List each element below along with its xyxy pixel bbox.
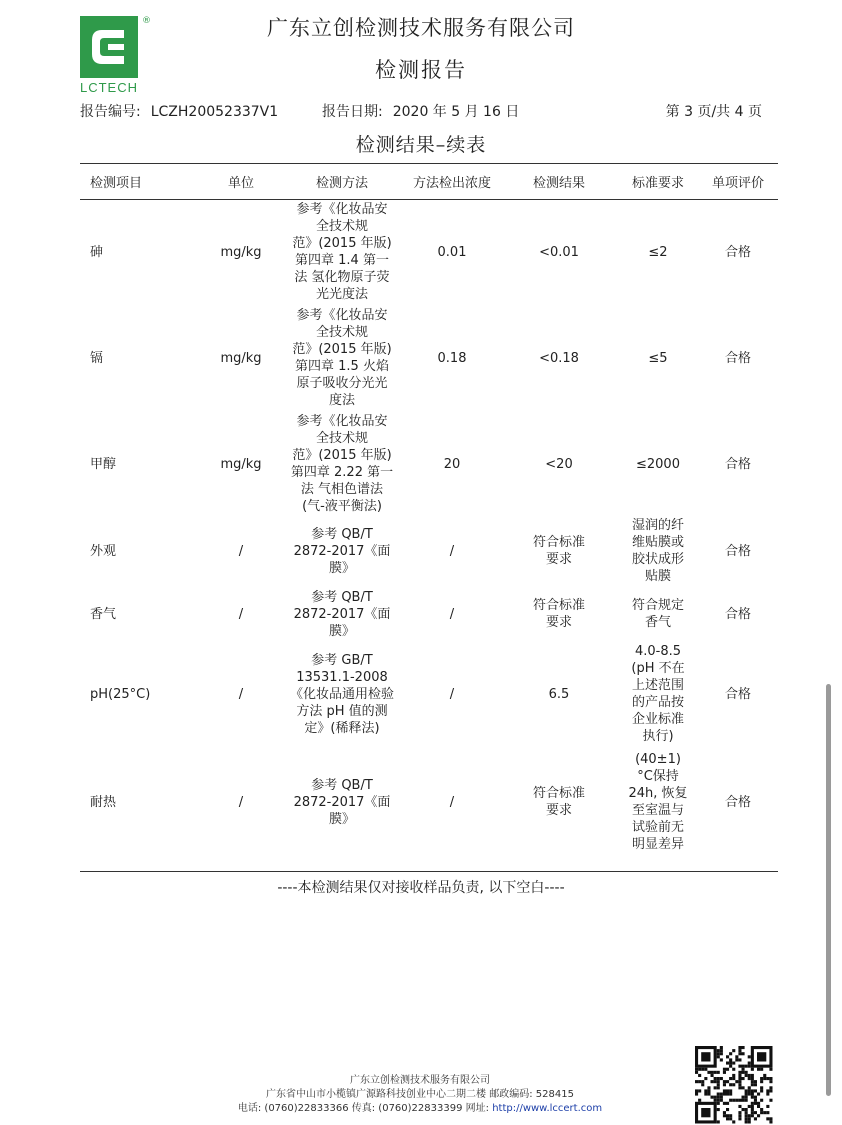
logo-text: LCTECH (80, 80, 139, 95)
cell-lod: 0.18 (437, 350, 467, 366)
cell-requirement: 符合规定 香气 (631, 598, 684, 630)
cell-item: 甲醇 (90, 456, 117, 472)
cell-method: 参考《化妆品安 全技术规 范》(2015 年版) 第四章 1.5 火焰 原子吸收分光光 度法 (292, 308, 392, 408)
cell-method: 参考 GB/T 13531.1-2008 《化妆品通用检验 方法 pH 值的测 定》(稀释法) (289, 652, 394, 736)
footer-contact (170, 1102, 670, 1116)
cell-requirement: (40±1) °C保持 24h, 恢复 至室温与 试验前无 明显差异 (628, 752, 688, 852)
cell-unit: mg/kg (220, 350, 262, 366)
table-header-row (80, 164, 778, 199)
cell-evaluation: 合格 (724, 794, 751, 810)
cell-evaluation: 合格 (724, 350, 751, 366)
cell-result: 6.5 (548, 686, 570, 702)
cell-evaluation: 合格 (724, 244, 751, 260)
page-number: 第 3 页/共 4 页 (665, 104, 762, 120)
report-date-value: 2020 年 5 月 16 日 (392, 104, 520, 120)
table-bottom-rule (80, 871, 778, 872)
cell-requirement: ≤2 (648, 244, 668, 260)
report-number (80, 101, 278, 121)
footer (170, 1074, 670, 1116)
section-title: 检测结果–续表 (355, 134, 487, 156)
report-number-value: LCZH20052337V1 (150, 104, 279, 120)
cell-method: 参考 QB/T 2872-2017《面 膜》 (293, 777, 391, 827)
cell-unit: / (238, 794, 244, 810)
end-note: ----本检测结果仅对接收样品负责, 以下空白---- (277, 880, 565, 896)
header-item: 检测项目 (90, 176, 143, 191)
header-evaluation: 单项评价 (711, 176, 764, 191)
vertical-scrollbar[interactable] (826, 684, 831, 1096)
cell-evaluation: 合格 (724, 456, 751, 472)
cell-requirement: ≤5 (648, 350, 668, 366)
cell-lod: / (449, 794, 455, 810)
cell-result: <20 (545, 456, 573, 472)
cell-method: 参考 QB/T 2872-2017《面 膜》 (293, 526, 391, 576)
report-date (322, 101, 519, 121)
cell-lod: / (449, 606, 455, 622)
report-number-label: 报告编号: (80, 104, 141, 120)
header-method: 检测方法 (315, 176, 368, 191)
cell-item: 镉 (90, 350, 104, 366)
table-row-fragrance (80, 585, 778, 643)
document-title: 检测报告 (375, 58, 467, 82)
cell-method: 参考《化妆品安 全技术规 范》(2015 年版) 第四章 1.4 第一 法 氢化物原子荧 光光度法 (292, 202, 392, 302)
table-row-arsenic (80, 199, 778, 305)
footer-website-link[interactable]: http://www.lccert.com (492, 1103, 603, 1114)
cell-result: 符合标准 要求 (532, 598, 585, 630)
cell-unit: mg/kg (220, 244, 262, 260)
cell-evaluation: 合格 (724, 543, 751, 559)
cell-lod: / (449, 543, 455, 559)
report-date-label: 报告日期: (322, 104, 383, 120)
cell-evaluation: 合格 (724, 606, 751, 622)
footer-phone-fax: 电话: (0760)22833366 传真: (0760)22833399 网址: (237, 1103, 489, 1114)
table-row-appearance (80, 517, 778, 585)
results-table (80, 164, 778, 859)
qr-code-icon (686, 1044, 782, 1125)
header-unit: 单位 (227, 176, 254, 191)
cell-requirement: 湿润的纤 维贴膜或 胶状成形 贴膜 (631, 518, 684, 584)
cell-item: 外观 (90, 543, 117, 559)
cell-result: 符合标准 要求 (532, 535, 585, 567)
cell-evaluation: 合格 (724, 686, 751, 702)
cell-method: 参考 QB/T 2872-2017《面 膜》 (293, 589, 391, 639)
header-result: 检测结果 (532, 176, 585, 191)
cell-requirement: 4.0-8.5 (pH 不在 上述范围 的产品按 企业标准 执行) (631, 644, 685, 744)
cell-lod: 20 (443, 456, 461, 472)
cell-item: 砷 (90, 244, 104, 260)
company-name: 广东立创检测技术服务有限公司 (267, 16, 575, 40)
cell-item: pH(25°C) (90, 686, 151, 702)
cell-lod: 0.01 (437, 244, 467, 260)
cell-item: 耐热 (90, 794, 117, 810)
cell-unit: / (238, 606, 244, 622)
footer-address: 广东省中山市小榄镇广源路科技创业中心二期二楼 邮政编码: 528415 (266, 1089, 574, 1100)
cell-unit: / (238, 686, 244, 702)
cell-lod: / (449, 686, 455, 702)
cell-unit: mg/kg (220, 456, 262, 472)
cell-result: <0.18 (539, 350, 579, 366)
table-row-ph (80, 643, 778, 745)
header-lod: 方法检出浓度 (412, 176, 491, 191)
footer-company: 广东立创检测技术服务有限公司 (350, 1075, 490, 1086)
table-row-heat-resistance (80, 745, 778, 859)
cell-result: <0.01 (539, 244, 579, 260)
cell-result: 符合标准 要求 (532, 786, 585, 818)
registered-mark: ® (142, 16, 151, 26)
table-row-methanol (80, 411, 778, 517)
table-row-cadmium (80, 305, 778, 411)
cell-unit: / (238, 543, 244, 559)
cell-requirement: ≤2000 (636, 456, 680, 472)
cell-item: 香气 (90, 606, 117, 622)
cell-method: 参考《化妆品安 全技术规 范》(2015 年版) 第四章 2.22 第一 法 气相色谱法 (气-液平衡法) (290, 414, 394, 514)
header-requirement: 标准要求 (631, 176, 684, 191)
